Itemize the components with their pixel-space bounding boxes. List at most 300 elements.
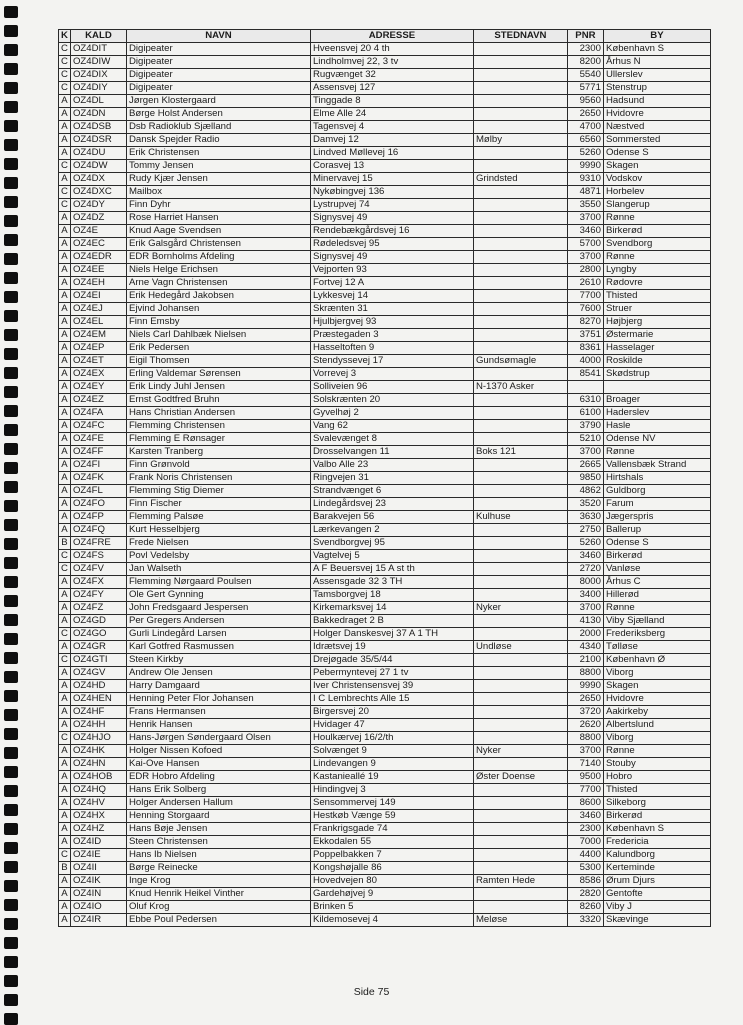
table-row xyxy=(59,797,711,810)
cell-k: A xyxy=(59,446,71,459)
cell-stednavn xyxy=(473,485,567,498)
cell-stednavn xyxy=(473,784,567,797)
cell-adresse: Lindevangen 9 xyxy=(310,758,473,771)
cell-by: Viborg xyxy=(603,667,710,680)
cell-adresse: Assensgade 32 3 TH xyxy=(310,576,473,589)
cell-navn: Niels Carl Dahlbæk Nielsen xyxy=(126,329,310,342)
cell-stednavn: Nyker xyxy=(473,745,567,758)
cell-pnr: 2650 xyxy=(567,693,603,706)
cell-k: A xyxy=(59,823,71,836)
cell-navn: Andrew Ole Jensen xyxy=(126,667,310,680)
cell-k: A xyxy=(59,641,71,654)
table-row xyxy=(59,667,711,680)
cell-k: C xyxy=(59,186,71,199)
binding-ring xyxy=(4,63,18,75)
cell-adresse: Lærkevangen 2 xyxy=(310,524,473,537)
cell-navn: Dsb Radioklub Sjælland xyxy=(126,121,310,134)
table-row xyxy=(59,446,711,459)
cell-k: A xyxy=(59,498,71,511)
cell-stednavn xyxy=(473,225,567,238)
cell-navn: Erik Christensen xyxy=(126,147,310,160)
table-row xyxy=(59,537,711,550)
cell-kald: OZ4HD xyxy=(70,680,126,693)
cell-by: Horbelev xyxy=(603,186,710,199)
cell-navn: Henning Storgaard xyxy=(126,810,310,823)
cell-by: Hvidovre xyxy=(603,693,710,706)
table-row xyxy=(59,56,711,69)
cell-kald: OZ4IK xyxy=(70,875,126,888)
cell-adresse: Vagtelvej 5 xyxy=(310,550,473,563)
cell-k: A xyxy=(59,121,71,134)
column-header-k: K xyxy=(59,30,71,43)
cell-navn: Henrik Hansen xyxy=(126,719,310,732)
binding-ring xyxy=(4,880,18,892)
cell-stednavn: N-1370 Asker xyxy=(473,381,567,394)
cell-navn: Hans Erik Solberg xyxy=(126,784,310,797)
cell-by: Tølløse xyxy=(603,641,710,654)
cell-pnr: 7700 xyxy=(567,784,603,797)
binding-ring xyxy=(4,253,18,265)
cell-k: C xyxy=(59,628,71,641)
table-row xyxy=(59,394,711,407)
cell-by: Rønne xyxy=(603,602,710,615)
cell-navn: John Fredsgaard Jespersen xyxy=(126,602,310,615)
cell-stednavn xyxy=(473,186,567,199)
binding-ring xyxy=(4,196,18,208)
table-row xyxy=(59,875,711,888)
cell-kald: OZ4HV xyxy=(70,797,126,810)
cell-pnr: 3460 xyxy=(567,550,603,563)
cell-pnr: 3630 xyxy=(567,511,603,524)
cell-k: A xyxy=(59,108,71,121)
cell-stednavn xyxy=(473,823,567,836)
cell-navn: Per Gregers Andersen xyxy=(126,615,310,628)
cell-pnr: 3460 xyxy=(567,810,603,823)
binding-ring xyxy=(4,937,18,949)
cell-kald: OZ4HX xyxy=(70,810,126,823)
table-row xyxy=(59,641,711,654)
cell-k: A xyxy=(59,745,71,758)
cell-stednavn xyxy=(473,316,567,329)
cell-navn: Flemming Stig Diemer xyxy=(126,485,310,498)
cell-kald: OZ4FO xyxy=(70,498,126,511)
binding-ring xyxy=(4,101,18,113)
table-row xyxy=(59,407,711,420)
cell-kald: OZ4FZ xyxy=(70,602,126,615)
cell-pnr: 2650 xyxy=(567,108,603,121)
binding-ring xyxy=(4,272,18,284)
table-row xyxy=(59,732,711,745)
cell-adresse: Hestkøb Vænge 59 xyxy=(310,810,473,823)
cell-adresse: Vorrevej 3 xyxy=(310,368,473,381)
cell-adresse: Solvænget 9 xyxy=(310,745,473,758)
cell-stednavn xyxy=(473,901,567,914)
cell-stednavn: Meløse xyxy=(473,914,567,927)
cell-by: Skævinge xyxy=(603,914,710,927)
table-row xyxy=(59,563,711,576)
cell-by: Hobro xyxy=(603,771,710,784)
cell-by: Roskilde xyxy=(603,355,710,368)
cell-navn: Niels Helge Erichsen xyxy=(126,264,310,277)
cell-adresse: Barakvejen 56 xyxy=(310,511,473,524)
table-row xyxy=(59,654,711,667)
cell-k: A xyxy=(59,589,71,602)
cell-stednavn xyxy=(473,888,567,901)
cell-navn: Flemming E Rønsager xyxy=(126,433,310,446)
cell-k: A xyxy=(59,784,71,797)
cell-k: A xyxy=(59,290,71,303)
cell-navn: Digipeater xyxy=(126,69,310,82)
cell-stednavn xyxy=(473,43,567,56)
cell-k: A xyxy=(59,615,71,628)
cell-adresse: Kastanieallé 19 xyxy=(310,771,473,784)
binding-ring xyxy=(4,576,18,588)
binding-ring xyxy=(4,215,18,227)
cell-pnr: 5700 xyxy=(567,238,603,251)
cell-navn: Kurt Hesselbjerg xyxy=(126,524,310,537)
cell-kald: OZ4DSR xyxy=(70,134,126,147)
cell-adresse: Kildemosevej 4 xyxy=(310,914,473,927)
cell-navn: Kai-Ove Hansen xyxy=(126,758,310,771)
binding-ring xyxy=(4,766,18,778)
cell-pnr: 3400 xyxy=(567,589,603,602)
binding-ring xyxy=(4,462,18,474)
cell-k: A xyxy=(59,212,71,225)
table-row xyxy=(59,173,711,186)
cell-navn: Harry Damgaard xyxy=(126,680,310,693)
table-row xyxy=(59,355,711,368)
cell-pnr: 8000 xyxy=(567,576,603,589)
cell-kald: OZ4FI xyxy=(70,459,126,472)
cell-kald: OZ4EJ xyxy=(70,303,126,316)
cell-kald: OZ4DIY xyxy=(70,82,126,95)
cell-k: A xyxy=(59,225,71,238)
table-row xyxy=(59,69,711,82)
binding-ring xyxy=(4,348,18,360)
binding-ring xyxy=(4,842,18,854)
cell-kald: OZ4GV xyxy=(70,667,126,680)
cell-pnr: 3700 xyxy=(567,251,603,264)
cell-kald: OZ4DU xyxy=(70,147,126,160)
cell-navn: Flemming Christensen xyxy=(126,420,310,433)
cell-by: Ullerslev xyxy=(603,69,710,82)
cell-k: A xyxy=(59,381,71,394)
cell-navn: Rose Harriet Hansen xyxy=(126,212,310,225)
cell-navn: Finn Emsby xyxy=(126,316,310,329)
table-row xyxy=(59,459,711,472)
cell-navn: Rudy Kjær Jensen xyxy=(126,173,310,186)
table-row xyxy=(59,602,711,615)
cell-k: C xyxy=(59,43,71,56)
cell-adresse: Vejporten 93 xyxy=(310,264,473,277)
cell-adresse: A F Beuersvej 15 A st th xyxy=(310,563,473,576)
cell-pnr: 3520 xyxy=(567,498,603,511)
binding-ring xyxy=(4,804,18,816)
table-row xyxy=(59,368,711,381)
binding-ring xyxy=(4,367,18,379)
binding-ring xyxy=(4,424,18,436)
cell-adresse: Vang 62 xyxy=(310,420,473,433)
binding-ring xyxy=(4,690,18,702)
cell-adresse: Tinggade 8 xyxy=(310,95,473,108)
cell-by: Frederiksberg xyxy=(603,628,710,641)
cell-by: Birkerød xyxy=(603,810,710,823)
cell-adresse: Nykøbingvej 136 xyxy=(310,186,473,199)
cell-kald: OZ4DZ xyxy=(70,212,126,225)
cell-pnr: 7600 xyxy=(567,303,603,316)
table-row xyxy=(59,433,711,446)
cell-by: Aakirkeby xyxy=(603,706,710,719)
column-header-pnr: PNR xyxy=(567,30,603,43)
cell-by: Hvidovre xyxy=(603,108,710,121)
cell-navn: Erik Pedersen xyxy=(126,342,310,355)
cell-k: C xyxy=(59,732,71,745)
cell-stednavn xyxy=(473,680,567,693)
cell-pnr: 3700 xyxy=(567,602,603,615)
cell-k: A xyxy=(59,719,71,732)
cell-k: C xyxy=(59,563,71,576)
cell-by: Fredericia xyxy=(603,836,710,849)
cell-stednavn: Kulhuse xyxy=(473,511,567,524)
cell-by: Hillerød xyxy=(603,589,710,602)
cell-pnr: 3720 xyxy=(567,706,603,719)
cell-adresse: Gyvelhøj 2 xyxy=(310,407,473,420)
cell-stednavn: Grindsted xyxy=(473,173,567,186)
cell-pnr: 8586 xyxy=(567,875,603,888)
cell-pnr: 2300 xyxy=(567,823,603,836)
cell-k: A xyxy=(59,277,71,290)
table-row xyxy=(59,316,711,329)
cell-adresse: Lindholmvej 22, 3 tv xyxy=(310,56,473,69)
cell-kald: OZ4FE xyxy=(70,433,126,446)
cell-kald: OZ4EX xyxy=(70,368,126,381)
cell-kald: OZ4FL xyxy=(70,485,126,498)
cell-pnr: 3790 xyxy=(567,420,603,433)
cell-k: A xyxy=(59,693,71,706)
cell-pnr: 2665 xyxy=(567,459,603,472)
cell-by: København S xyxy=(603,823,710,836)
cell-navn: Inge Krog xyxy=(126,875,310,888)
cell-navn: Finn Fischer xyxy=(126,498,310,511)
cell-by: Skagen xyxy=(603,680,710,693)
cell-k: A xyxy=(59,914,71,927)
cell-by: Østermarie xyxy=(603,329,710,342)
binding-ring xyxy=(4,291,18,303)
cell-pnr: 4340 xyxy=(567,641,603,654)
cell-by: Broager xyxy=(603,394,710,407)
cell-kald: OZ4HN xyxy=(70,758,126,771)
binding-ring xyxy=(4,861,18,873)
column-header-by: BY xyxy=(603,30,710,43)
table-row xyxy=(59,43,711,56)
cell-stednavn xyxy=(473,758,567,771)
cell-navn: Ejvind Johansen xyxy=(126,303,310,316)
cell-k: A xyxy=(59,355,71,368)
table-row xyxy=(59,147,711,160)
cell-stednavn xyxy=(473,264,567,277)
cell-adresse: Rendebækgårdsvej 16 xyxy=(310,225,473,238)
cell-adresse: Houlkærvej 16/2/th xyxy=(310,732,473,745)
cell-stednavn xyxy=(473,537,567,550)
cell-navn: EDR Hobro Afdeling xyxy=(126,771,310,784)
cell-pnr: 4000 xyxy=(567,355,603,368)
cell-navn: Erik Galsgård Christensen xyxy=(126,238,310,251)
cell-navn: Ebbe Poul Pedersen xyxy=(126,914,310,927)
cell-by: Højbjerg xyxy=(603,316,710,329)
cell-pnr: 8800 xyxy=(567,732,603,745)
cell-k: C xyxy=(59,160,71,173)
cell-k: A xyxy=(59,797,71,810)
column-header-stednavn: STEDNAVN xyxy=(473,30,567,43)
cell-by: Odense NV xyxy=(603,433,710,446)
cell-stednavn xyxy=(473,667,567,680)
cell-pnr: 3700 xyxy=(567,745,603,758)
cell-pnr: 8270 xyxy=(567,316,603,329)
binding-ring xyxy=(4,747,18,759)
cell-kald: OZ4IE xyxy=(70,849,126,862)
cell-kald: OZ4FQ xyxy=(70,524,126,537)
cell-kald: OZ4IO xyxy=(70,901,126,914)
callsign-table xyxy=(58,29,711,927)
cell-kald: OZ4ET xyxy=(70,355,126,368)
cell-adresse: Drejøgade 35/5/44 xyxy=(310,654,473,667)
table-row xyxy=(59,745,711,758)
table-row xyxy=(59,381,711,394)
cell-stednavn xyxy=(473,628,567,641)
cell-pnr: 8361 xyxy=(567,342,603,355)
binding-ring xyxy=(4,481,18,493)
cell-k: A xyxy=(59,329,71,342)
cell-k: A xyxy=(59,576,71,589)
cell-navn: Knud Henrik Heikel Vinther xyxy=(126,888,310,901)
cell-pnr: 2800 xyxy=(567,264,603,277)
table-row xyxy=(59,160,711,173)
cell-pnr: 3751 xyxy=(567,329,603,342)
cell-stednavn xyxy=(473,810,567,823)
cell-stednavn: Mølby xyxy=(473,134,567,147)
binding-ring xyxy=(4,595,18,607)
cell-adresse: Ekkodalen 55 xyxy=(310,836,473,849)
cell-stednavn xyxy=(473,121,567,134)
cell-kald: OZ4EC xyxy=(70,238,126,251)
cell-pnr: 5210 xyxy=(567,433,603,446)
table-row xyxy=(59,186,711,199)
table-row xyxy=(59,719,711,732)
binding-ring xyxy=(4,234,18,246)
cell-adresse: Rugvænget 32 xyxy=(310,69,473,82)
cell-kald: OZ4DW xyxy=(70,160,126,173)
cell-by: Vallensbæk Strand xyxy=(603,459,710,472)
cell-pnr: 8800 xyxy=(567,667,603,680)
cell-kald: OZ4HH xyxy=(70,719,126,732)
cell-k: C xyxy=(59,199,71,212)
table-row xyxy=(59,108,711,121)
cell-adresse: Poppelbakken 7 xyxy=(310,849,473,862)
cell-by: Slangerup xyxy=(603,199,710,212)
cell-by: Farum xyxy=(603,498,710,511)
cell-stednavn xyxy=(473,706,567,719)
cell-pnr: 8260 xyxy=(567,901,603,914)
page-number: Side 75 xyxy=(353,986,390,998)
table-row xyxy=(59,251,711,264)
cell-pnr: 2300 xyxy=(567,43,603,56)
cell-by: Birkerød xyxy=(603,550,710,563)
cell-stednavn xyxy=(473,433,567,446)
cell-k: B xyxy=(59,537,71,550)
cell-navn: Henning Peter Flor Johansen xyxy=(126,693,310,706)
cell-kald: OZ4GO xyxy=(70,628,126,641)
cell-by: Rødovre xyxy=(603,277,710,290)
table-row xyxy=(59,134,711,147)
cell-kald: OZ4EY xyxy=(70,381,126,394)
cell-kald: OZ4DIW xyxy=(70,56,126,69)
cell-navn: Digipeater xyxy=(126,56,310,69)
cell-navn: Digipeater xyxy=(126,82,310,95)
cell-kald: OZ4HJO xyxy=(70,732,126,745)
table-row xyxy=(59,277,711,290)
column-header-adresse: ADRESSE xyxy=(310,30,473,43)
cell-kald: OZ4DSB xyxy=(70,121,126,134)
cell-stednavn xyxy=(473,394,567,407)
cell-kald: OZ4FA xyxy=(70,407,126,420)
cell-kald: OZ4DY xyxy=(70,199,126,212)
cell-pnr: 2620 xyxy=(567,719,603,732)
cell-stednavn: Nyker xyxy=(473,602,567,615)
cell-k: A xyxy=(59,511,71,524)
cell-kald: OZ4HK xyxy=(70,745,126,758)
binding-ring xyxy=(4,386,18,398)
cell-navn: Børge Holst Andersen xyxy=(126,108,310,121)
cell-kald: OZ4GR xyxy=(70,641,126,654)
cell-pnr: 8541 xyxy=(567,368,603,381)
binding-ring xyxy=(4,500,18,512)
cell-adresse: Lykkesvej 14 xyxy=(310,290,473,303)
cell-adresse: Frankrigsgade 74 xyxy=(310,823,473,836)
binding-ring xyxy=(4,139,18,151)
cell-adresse: Hveensvej 20 4 th xyxy=(310,43,473,56)
cell-adresse: Skrænten 31 xyxy=(310,303,473,316)
table-row xyxy=(59,576,711,589)
cell-pnr: 8200 xyxy=(567,56,603,69)
cell-by: Struer xyxy=(603,303,710,316)
cell-navn: Flemming Nørgaard Poulsen xyxy=(126,576,310,589)
cell-pnr: 9850 xyxy=(567,472,603,485)
cell-by: Odense S xyxy=(603,147,710,160)
cell-kald: OZ4DN xyxy=(70,108,126,121)
cell-navn: Frede Nielsen xyxy=(126,537,310,550)
cell-adresse: Tamsborgvej 18 xyxy=(310,589,473,602)
cell-kald: OZ4IR xyxy=(70,914,126,927)
cell-kald: OZ4HQ xyxy=(70,784,126,797)
cell-stednavn xyxy=(473,836,567,849)
cell-navn: Karsten Tranberg xyxy=(126,446,310,459)
cell-navn: Knud Aage Svendsen xyxy=(126,225,310,238)
cell-kald: OZ4DXC xyxy=(70,186,126,199)
cell-kald: OZ4DL xyxy=(70,95,126,108)
cell-adresse: Hovedvejen 80 xyxy=(310,875,473,888)
cell-kald: OZ4EL xyxy=(70,316,126,329)
cell-pnr: 3700 xyxy=(567,446,603,459)
cell-navn: Steen Christensen xyxy=(126,836,310,849)
cell-by: Guldborg xyxy=(603,485,710,498)
cell-pnr: 3460 xyxy=(567,225,603,238)
cell-by: Skagen xyxy=(603,160,710,173)
cell-adresse: Solliveien 96 xyxy=(310,381,473,394)
cell-pnr: 2100 xyxy=(567,654,603,667)
cell-by: Rønne xyxy=(603,251,710,264)
cell-navn: Povl Vedelsby xyxy=(126,550,310,563)
cell-kald: OZ4EZ xyxy=(70,394,126,407)
